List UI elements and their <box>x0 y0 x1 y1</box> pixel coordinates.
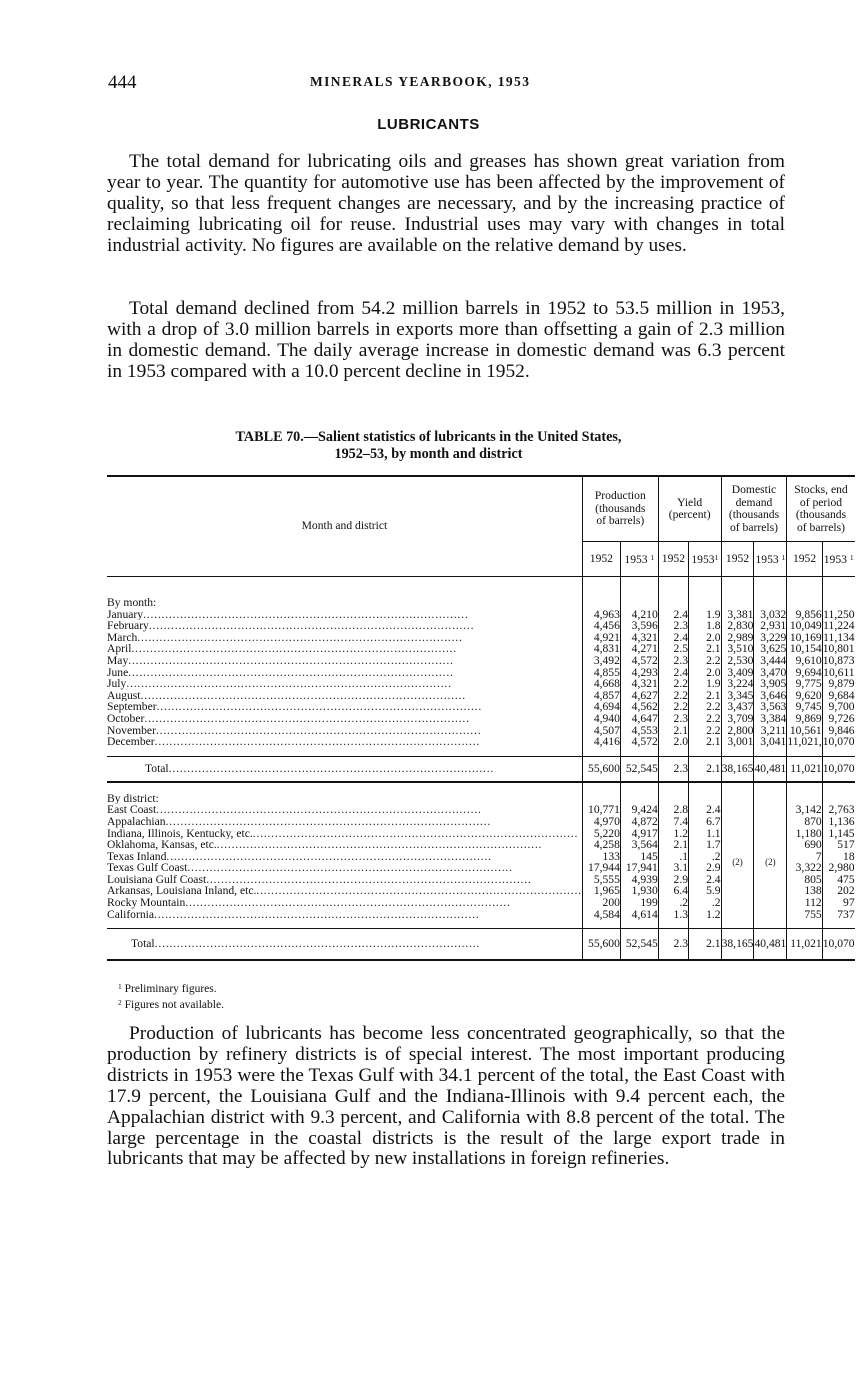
table-cell: 10,169 <box>787 632 822 644</box>
table-cell: 3,444 <box>754 655 787 667</box>
table-cell: 4,572 <box>620 655 658 667</box>
table-cell: 9,610 <box>787 655 822 667</box>
table-cell: 11,224 <box>823 619 855 633</box>
table-cell: 9,726 <box>822 713 854 725</box>
row-label: Rocky Mountain ..... <box>107 897 582 909</box>
table-cell: 3,345 <box>721 690 754 702</box>
row-label: November ..... <box>107 725 582 737</box>
table-cell: 3,041 <box>754 736 787 748</box>
table-cell: 133 <box>582 851 620 863</box>
header-yield: Yield (percent) <box>658 476 721 542</box>
table-cell: 805 <box>787 874 822 886</box>
table-cell: 3,001 <box>721 736 754 748</box>
table-cell: 2.2 <box>658 678 688 690</box>
table-cell: 2.0 <box>689 667 722 679</box>
table-cell: 2,980 <box>822 862 854 874</box>
row-label: February ..... <box>107 620 582 632</box>
table-cell: 7.4 <box>658 816 688 828</box>
table-cell: 4,562 <box>620 701 658 713</box>
table-cell: .2 <box>658 897 688 909</box>
table-cell: 2.2 <box>689 655 722 667</box>
table-cell: 2.1 <box>689 643 722 655</box>
table-cell: 9,424 <box>620 804 658 816</box>
table-cell: 4,921 <box>582 632 620 644</box>
total-label: Total ..... <box>107 756 582 782</box>
table-cell: 40,481 <box>754 756 787 782</box>
table-cell: 52,545 <box>620 929 658 961</box>
table-row <box>107 804 855 816</box>
table-cell: 3,381 <box>721 609 754 621</box>
table-cell: 2.0 <box>658 736 688 748</box>
table-cell: 9,879 <box>822 678 854 690</box>
table-cell: 3,625 <box>754 643 787 655</box>
footnote-2: $^2$ Figures not available. <box>118 998 224 1011</box>
table-cell: 3,596 <box>620 620 658 632</box>
total-row-month <box>107 756 855 782</box>
table-cell: 2,530 <box>721 655 754 667</box>
table-cell: 4,210 <box>620 609 658 621</box>
table-cell: .2 <box>689 897 722 909</box>
by-month-label: By month: <box>107 597 157 609</box>
table-cell: 2.4 <box>689 874 722 886</box>
table-cell: 9,694 <box>787 667 822 679</box>
table-cell: 3,492 <box>582 655 620 667</box>
table-cell: 2.1 <box>689 929 722 961</box>
table-cell: 1,145 <box>822 828 854 840</box>
table-cell: 4,271 <box>620 643 658 655</box>
table-cell: 10,611 <box>823 665 855 679</box>
table-cell: 4,416 <box>582 736 620 748</box>
table-row <box>107 678 855 690</box>
table-cell: 4,614 <box>620 909 658 921</box>
paragraph-2: Total demand declined from 54.2 million barrels in 1952 to 53.5 million in 1953, with a drop of 3.0 million barrels in exports more than offsetting a gain of 2.3 million in domestic demand. The daily average increase in domestic demand was 6.3 percent in 1953 compared with a 10.0 percent decline in 1952. <box>107 298 785 382</box>
table-cell: 3,564 <box>620 839 658 851</box>
table-cell: 1.8 <box>689 620 722 632</box>
table-cell: 3,409 <box>721 667 754 679</box>
table-cell: 1,965 <box>582 885 620 897</box>
table-cell: 9,856 <box>787 609 822 621</box>
table-cell: 2.1 <box>689 736 722 748</box>
table-cell: 10,873 <box>822 653 855 667</box>
header-domestic-demand: Domestic demand (thousands of barrels) <box>721 476 787 542</box>
row-label: Texas Inland ..... <box>107 851 582 863</box>
row-label: Appalachian ..... <box>107 816 582 828</box>
table-title <box>0 429 857 463</box>
table-cell: 2,800 <box>721 725 754 737</box>
table-cell: 10,154 <box>787 643 822 655</box>
row-label: October ..... <box>107 713 582 725</box>
table-cell: 3.1 <box>658 862 688 874</box>
row-label: January ..... <box>107 609 582 621</box>
table-cell: 1.9 <box>689 609 722 621</box>
table-cell: 9,745 <box>787 701 822 713</box>
table-cell: 2.9 <box>689 862 722 874</box>
table-cell: 17,944 <box>582 862 620 874</box>
table-cell: .2 <box>689 851 722 863</box>
table-cell: 3,032 <box>754 609 787 621</box>
table-cell: .1 <box>658 851 688 863</box>
table-cell: 11,134 <box>823 630 855 644</box>
total-label: Total ..... <box>107 929 582 961</box>
table-cell: 11,021 <box>787 929 822 961</box>
table-cell: 7 <box>787 851 822 863</box>
table-cell: 2.1 <box>658 725 688 737</box>
table-cell: 1.7 <box>689 839 722 851</box>
row-label: July ..... <box>107 678 582 690</box>
table-cell: 9,700 <box>822 701 854 713</box>
table-cell: 517 <box>822 839 854 851</box>
row-label: Texas Gulf Coast ..... <box>107 862 582 874</box>
table-cell: 2.2 <box>689 713 722 725</box>
table-cell: 40,481 <box>754 929 787 961</box>
year-header: 1953$^1$ <box>689 542 722 577</box>
not-available-note: (2) <box>754 804 787 920</box>
table-cell: 2.5 <box>658 643 688 655</box>
year-header: 1953 $^1$ <box>822 542 854 577</box>
table-cell: 1,930 <box>620 885 658 897</box>
table-cell: 4,507 <box>582 725 620 737</box>
table-cell: 4,321 <box>620 632 658 644</box>
table-cell: 2.4 <box>658 667 688 679</box>
row-label: December ..... <box>107 736 582 748</box>
row-label: September ..... <box>107 701 582 713</box>
table-row <box>107 655 855 667</box>
table-cell: 9,684 <box>822 690 854 702</box>
row-label: Oklahoma, Kansas, etc. ..... <box>107 839 582 851</box>
header-month-district: Month and district <box>107 476 582 577</box>
table-cell: 3,437 <box>721 701 754 713</box>
table-cell: 202 <box>822 885 854 897</box>
table-cell: 3,563 <box>754 701 787 713</box>
table-cell: 9,620 <box>787 690 822 702</box>
table-cell: 3,384 <box>754 713 787 725</box>
table-cell: 138 <box>787 885 822 897</box>
table-cell: 475 <box>822 874 854 886</box>
table-cell: 4,940 <box>582 713 620 725</box>
table-cell: 2.3 <box>658 713 688 725</box>
table-cell: 690 <box>787 839 822 851</box>
table-cell: 10,771 <box>582 804 620 816</box>
year-header: 1953 $^1$ <box>754 542 787 577</box>
table-cell: 10,070 <box>822 756 854 782</box>
lubricants-statistics-table <box>107 475 855 961</box>
table-cell: 2.3 <box>658 655 688 667</box>
table-cell: 145 <box>620 851 658 863</box>
table-cell: 11,021 <box>787 756 822 782</box>
table-cell: 10,049 <box>787 620 822 632</box>
row-label: April ..... <box>107 643 582 655</box>
table-cell: 2,931 <box>754 620 787 632</box>
total-row-district <box>107 929 855 961</box>
table-cell: 2.4 <box>658 632 688 644</box>
table-cell: 6.7 <box>689 816 722 828</box>
table-cell: 3,229 <box>754 632 787 644</box>
footnotes <box>118 980 224 1012</box>
row-label: Indiana, Illinois, Kentucky, etc. ..... <box>107 828 582 840</box>
table-cell: 2.4 <box>689 804 722 816</box>
table-cell: 870 <box>787 816 822 828</box>
table-cell: 2.1 <box>689 690 722 702</box>
table-cell: 4,321 <box>620 678 658 690</box>
year-header: 1952 <box>582 542 620 577</box>
table-cell: 2.1 <box>658 839 688 851</box>
table-cell: 9,846 <box>822 725 854 737</box>
table-cell: 4,293 <box>620 667 658 679</box>
table-cell: 10,561 <box>787 725 822 737</box>
running-head <box>108 72 788 96</box>
table-cell: 4,917 <box>620 828 658 840</box>
table-cell: 4,456 <box>582 620 620 632</box>
table-cell: 2.8 <box>658 804 688 816</box>
row-label: East Coast ..... <box>107 804 582 816</box>
table-cell: 4,857 <box>582 690 620 702</box>
table-row <box>107 713 855 725</box>
table-cell: 2,830 <box>721 620 754 632</box>
year-header: 1952 <box>658 542 688 577</box>
footnote-1: $^1$ Preliminary figures. <box>118 982 217 995</box>
table-cell: 2.2 <box>658 701 688 713</box>
table-cell: 5,220 <box>582 828 620 840</box>
table-cell: 3,905 <box>754 678 787 690</box>
table-cell: 2.3 <box>658 620 688 632</box>
paragraph-1: The total demand for lubricating oils and greases has shown great variation from year to year. The quantity for automotive use has been affected by the improvement of quality, so that less frequent changes are necessary, and by the increasing practice of reclaiming lubricating oil for reuse. Industrial uses may vary with changes in total industrial activity. No figures are available on the relative demand by uses. <box>107 151 785 256</box>
table-cell: 112 <box>787 897 822 909</box>
row-label: Louisiana Gulf Coast ..... <box>107 874 582 886</box>
row-label: May ..... <box>107 655 582 667</box>
book-title: MINERALS YEARBOOK, 1953 <box>310 74 531 89</box>
by-district-label: By district: <box>107 792 159 805</box>
table-cell: 1.9 <box>689 678 722 690</box>
table-cell: 4,970 <box>582 816 620 828</box>
table-cell: 3,709 <box>721 713 754 725</box>
table-cell: 38,165 <box>721 929 754 961</box>
table-cell: 2.2 <box>689 701 722 713</box>
table-title-line-2: 1952–53, by month and district <box>334 446 523 462</box>
table-cell: 199 <box>620 897 658 909</box>
table-cell: 1.2 <box>658 828 688 840</box>
table-cell: 11,021, <box>787 735 822 749</box>
table-cell: 1,180 <box>787 828 822 840</box>
table-cell: 3,322 <box>787 862 822 874</box>
table-cell: 4,584 <box>582 909 620 921</box>
table-cell: 2,763 <box>822 804 854 816</box>
table-cell: 2.1 <box>689 756 722 782</box>
table-cell: 4,258 <box>582 839 620 851</box>
table-cell: 200 <box>582 897 620 909</box>
table-cell: 55,600 <box>582 756 620 782</box>
section-title: LUBRICANTS <box>377 116 480 133</box>
year-header: 1952 <box>787 542 822 577</box>
row-label: March ..... <box>107 632 582 644</box>
table-cell: 2.0 <box>689 632 722 644</box>
table-title-line-1: TABLE 70.—Salient statistics of lubricants in the United States, <box>235 429 622 445</box>
table-cell: 3,470 <box>754 667 787 679</box>
page-number: 444 <box>108 72 137 93</box>
table-cell: 2.2 <box>689 725 722 737</box>
table-cell: 2.9 <box>658 874 688 886</box>
row-label: California ..... <box>107 909 582 921</box>
table-cell: 1.2 <box>689 909 722 921</box>
table-cell: 10,070 <box>822 929 854 961</box>
table-cell: 1.3 <box>658 909 688 921</box>
table-cell: 3,211 <box>754 725 787 737</box>
table-cell: 3,224 <box>721 678 754 690</box>
table-cell: 4,963 <box>582 609 620 621</box>
table-cell: 52,545 <box>620 756 658 782</box>
year-header: 1952 <box>721 542 754 577</box>
table-cell: 4,694 <box>582 701 620 713</box>
table-cell: 55,600 <box>582 929 620 961</box>
table-cell: 11,250 <box>823 607 855 621</box>
table-cell: 1,136 <box>822 816 854 828</box>
table-cell: 9,869 <box>787 713 822 725</box>
table-cell: 4,872 <box>620 816 658 828</box>
header-production: Production (thousands of barrels) <box>582 476 658 542</box>
not-available-note: (2) <box>721 804 754 920</box>
table-cell: 755 <box>787 909 822 921</box>
table-cell: 3,510 <box>721 643 754 655</box>
table-cell: 2,989 <box>721 632 754 644</box>
year-header: 1953 $^1$ <box>620 542 658 577</box>
row-label: Arkansas, Louisiana Inland, etc. ..... <box>107 885 582 897</box>
table-cell: 17,941 <box>620 862 658 874</box>
table-cell: 97 <box>822 897 854 909</box>
table-cell: 5.9 <box>689 885 722 897</box>
table-cell: 4,647 <box>620 713 658 725</box>
table-cell: 38,165 <box>721 756 754 782</box>
table-cell: 3,646 <box>754 690 787 702</box>
table-cell: 4,572 <box>620 736 658 748</box>
table-cell: 2.3 <box>658 929 688 961</box>
row-label: June ..... <box>107 667 582 679</box>
table-cell: 1.1 <box>689 828 722 840</box>
table-cell: 2.4 <box>658 609 688 621</box>
header-stocks: Stocks, end of period (thousands of barrels) <box>787 476 855 542</box>
table-cell: 6.4 <box>658 885 688 897</box>
table-row <box>107 736 855 748</box>
table-cell: 9,775 <box>787 678 822 690</box>
table-cell: 2.3 <box>658 756 688 782</box>
table-cell: 4,553 <box>620 725 658 737</box>
table-cell: 2.2 <box>658 690 688 702</box>
table-cell: 4,939 <box>620 874 658 886</box>
paragraph-3: Production of lubricants has become less concentrated geographically, so that the production by refinery districts is of special interest. The most important producing districts in 1953 were the Texas Gulf with 34.1 percent of the total, the East Coast with 17.9 percent, the Louisiana Gulf and the Indiana-Illinois with 9.4 percent each, the Appalachian district with 9.3 percent, and California with 8.8 percent of the total. The large percentage in the coastal districts is the result of the large export trade in lubricants that may be affected by new installations in foreign refineries. <box>107 1023 785 1170</box>
table-cell: 737 <box>822 909 854 921</box>
table-cell: 4,668 <box>582 678 620 690</box>
row-label: August ..... <box>107 690 582 702</box>
table-cell: 4,627 <box>620 690 658 702</box>
table-cell: 3,142 <box>787 804 822 816</box>
table-cell: 10,801 <box>822 642 855 656</box>
table-cell: 5,555 <box>582 874 620 886</box>
table-cell: 10,070 <box>822 735 855 749</box>
table-cell: 18 <box>822 851 854 863</box>
table-cell: 4,855 <box>582 667 620 679</box>
table-cell: 4,831 <box>582 643 620 655</box>
